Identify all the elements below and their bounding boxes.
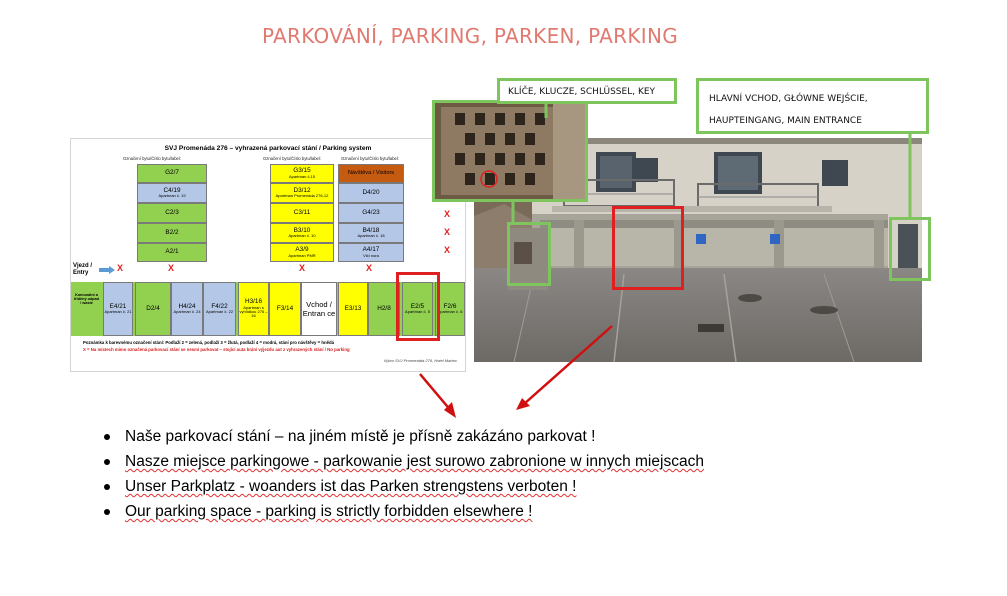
no-parking-mark: X [444, 245, 451, 255]
column-label-left: Označení bytu/Číslo bytu/label: [123, 156, 181, 161]
no-parking-mark: X [168, 263, 175, 273]
spot-c3-11: C3/11 [270, 203, 334, 223]
spot-e3-13: E3/13 [338, 282, 368, 336]
column-label-right: Označení bytu/Číslo bytu/label: [341, 156, 399, 161]
column-label-middle: Označení bytu/Číslo bytu/label: [263, 156, 321, 161]
page-title: PARKOVÁNÍ, PARKING, PARKEN, PARKING [261, 24, 679, 48]
entrance-label-line1: HLAVNÍ VCHOD, GŁÓWNE WEJŚCIE, [709, 94, 868, 104]
no-parking-note: X = Na místech mimo označená parkovací stání se nesmí parkovat – stojící auta brání výjezdu aut z vyhrazených stání / No parking [83, 347, 350, 352]
spot-g2-7: G2/7 [137, 164, 207, 183]
no-parking-mark: X [366, 263, 373, 273]
spot-f2-6: F2/6 Apartman č. 6 [435, 282, 465, 336]
spot-a2-1: A2/1 [137, 243, 207, 262]
rule-item-cs: Naše parkovací stání – na jiném místě je přísně zakázáno parkovat ! [104, 424, 704, 449]
rules-list [104, 424, 704, 524]
no-parking-mark: X [444, 209, 451, 219]
spot-g4-23: G4/23 [338, 203, 404, 223]
entry-label: Vjezd / Entry [73, 263, 93, 276]
spot-f4-22: F4/22 Apartman č. 22 [203, 282, 236, 336]
spot-b4-18: B4/18 Apartman č. 18 [338, 223, 404, 243]
keys-label-text: KLÍČE, KLUCZE, SCHLÜSSEL, KEY [508, 87, 656, 97]
spot-a3-9: A3/9 Apartman PMR [270, 243, 334, 262]
no-parking-mark: X [117, 263, 124, 273]
rule-item-pl: Nasze miejsce parkingowe - parkowanie jest surowo zabronione w innych miejscach [104, 449, 704, 474]
spot-h3-16: H3/16 Apartman s vyhlídkou 276 – 16 [238, 282, 269, 336]
waste-label: Komunální a tříděný odpad / waste [73, 293, 100, 306]
spot-g3-15: G3/15 Apartman č.15 [270, 164, 334, 183]
rule-item-de: Unser Parkplatz - woanders ist das Parken strengstens verboten ! [104, 474, 704, 499]
spot-d2-4: D2/4 [135, 282, 171, 336]
color-note: Poznámka k barevnému označení stání: Podlaží 2 = zelená, podlaží 3 = žlutá, podlaží 4 = modrá, stání pro návštěvy = hnědá [83, 340, 334, 345]
spot-c2-3: C2/3 [137, 203, 207, 223]
entrance-label-line2: HAUPTEINGANG, MAIN ENTRANCE [709, 116, 862, 126]
spot-e2-5: E2/5 Apartman č. 5 [402, 282, 433, 336]
no-parking-mark: X [444, 227, 451, 237]
spot-b3-10: B3/10 Apartman č. 10 [270, 223, 334, 243]
spot-visitors: Návštěva / Visitors [338, 164, 404, 183]
spot-b2-2: B2/2 [137, 223, 207, 243]
plan-heading: SVJ Promenáda 276 – vyhrazená parkovací stání / Parking system [164, 145, 372, 152]
spot-h4-24: H4/24 Apartman č. 24 [171, 282, 203, 336]
spot-h2-8: H2/8 [368, 282, 400, 336]
spot-c4-19: C4/19 Apartman č. 19 [137, 183, 207, 203]
spot-f3-14: F3/14 [269, 282, 301, 336]
plan-signature: Výbor SVJ Promenáda 276, Hotel Martov [383, 358, 457, 363]
spot-a4-17: A4/17 Vlčí nora [338, 243, 404, 262]
spot-e4-21: E4/21 Apartman č. 21 [103, 282, 133, 336]
spot-d3-12: D3/12 Apartman Promenáda 276-12 [270, 183, 334, 203]
rule-item-en: Our parking space - parking is strictly forbidden elsewhere ! [104, 499, 704, 524]
no-parking-mark: X [299, 263, 306, 273]
entrance-cell: Vchod / Entran ce [301, 282, 337, 336]
spot-d4-20: D4/20 [338, 183, 404, 203]
